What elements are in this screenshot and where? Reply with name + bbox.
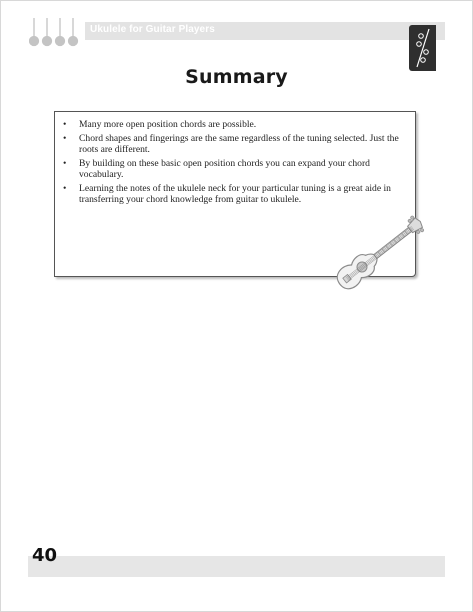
ukulele-icon [30, 18, 39, 46]
list-item [63, 183, 408, 205]
tuning-pegs-icon [409, 25, 436, 71]
bullet-mark: • [63, 119, 67, 130]
list-item [63, 158, 408, 180]
running-header-title: Ukulele for Guitar Players [90, 24, 215, 35]
ukulele-illustration [322, 205, 432, 305]
bullet-text: Many more open position chords are possible. [79, 119, 257, 130]
bullet-mark: • [63, 183, 67, 194]
bullet-text: By building on these basic open position chords you can expand your chord vocabulary. [79, 158, 370, 180]
bullet-text: Learning the notes of the ukulele neck for your particular tuning is a great aide in transferring your chord knowledge from guitar to ukulele. [79, 183, 391, 205]
list-item [63, 119, 408, 130]
header-bar [85, 22, 445, 40]
list-item [63, 133, 408, 155]
page-title: Summary [185, 66, 288, 88]
ukulele-icon [43, 18, 52, 46]
header-ukulele-icons [29, 16, 81, 48]
ukulele-icon [69, 18, 78, 46]
chapter-side-tab [409, 25, 436, 71]
summary-bullet-list [63, 119, 408, 208]
ukulele-icon [56, 18, 65, 46]
bullet-mark: • [63, 158, 67, 169]
bullet-mark: • [63, 133, 67, 144]
page-number: 40 [32, 545, 58, 566]
bullet-text: Chord shapes and fingerings are the same regardless of the tuning selected. Just the roots are different. [79, 133, 399, 155]
footer-bar [28, 556, 445, 577]
